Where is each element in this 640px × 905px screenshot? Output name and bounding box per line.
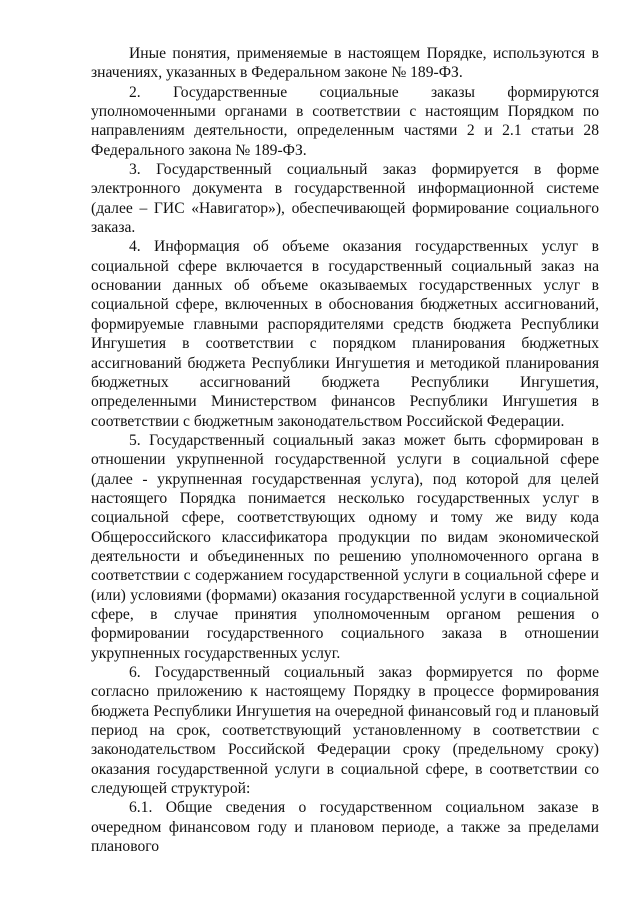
paragraph-definitions: Иные понятия, применяемые в настоящем Порядке, используются в значениях, указанных в Федеральном законе № 189-ФЗ. — [91, 45, 599, 82]
paragraph-5: 5. Государственный социальный заказ может быть сформирован в отношении укрупненной государственной услуги в социальной сфере (далее - укрупненная государственная услуга), под которой для целей настоящего Порядка понимается несколько государственных услуг в социальной сфере, соответствующих одному и тому же виду кода Общероссийского классификатора продукции по видам экономической деятельности и объединенных по решению уполномоченного органа в соответствии с содержанием государственной услуги в социальной сфере и (или) условиями (формами) оказания государственной услуги в социальной сфере, в случае принятия уполномоченным органом решения о формировании государственного социального заказа в отношении укрупненных государственных услуг. — [91, 431, 599, 662]
paragraph-2: 2. Государственные социальные заказы формируются уполномоченными органами в соответствии с настоящим Порядком по направлениям деятельности, определенным частями 2 и 2.1 статьи 28 Федерального закона № 189-ФЗ. — [91, 83, 599, 159]
paragraph-6: 6. Государственный социальный заказ формируется по форме согласно приложению к настоящему Порядку в процессе формирования бюджета Республики Ингушетия на очередной финансовый год и плановый период на срок, соответствующий установленному в соответствии с законодательством Российской Федерации сроку (предельному сроку) оказания государственной услуги в социальной сфере, в соответствии со следующей структурой: — [91, 664, 599, 798]
paragraph-3: 3. Государственный социальный заказ формируется в форме электронного документа в государственной информационной системе (далее – ГИС «Навигатор»), обеспечивающей формирование социального заказа. — [91, 161, 599, 237]
document-body — [91, 44, 599, 856]
paragraph-6-1: 6.1. Общие сведения о государственном социальном заказе в очередном финансовом году и плановом периоде, а также за пределами планового — [91, 799, 599, 856]
paragraph-4: 4. Информация об объеме оказания государственных услуг в социальной сфере включается в государственный социальный заказ на основании данных об объеме оказываемых государственных услуг в социальной сфере, включенных в обоснования бюджетных ассигнований, формируемые главными распорядителями средств бюджета Республики Ингушетия в соответствии с порядком планирования бюджетных ассигнований бюджета Республики Ингушетия и методикой планирования бюджетных ассигнований бюджета Республики Ингушетия, определенными Министерством финансов Республики Ингушетия в соответствии с бюджетным законодательством Российской Федерации. — [91, 238, 599, 430]
